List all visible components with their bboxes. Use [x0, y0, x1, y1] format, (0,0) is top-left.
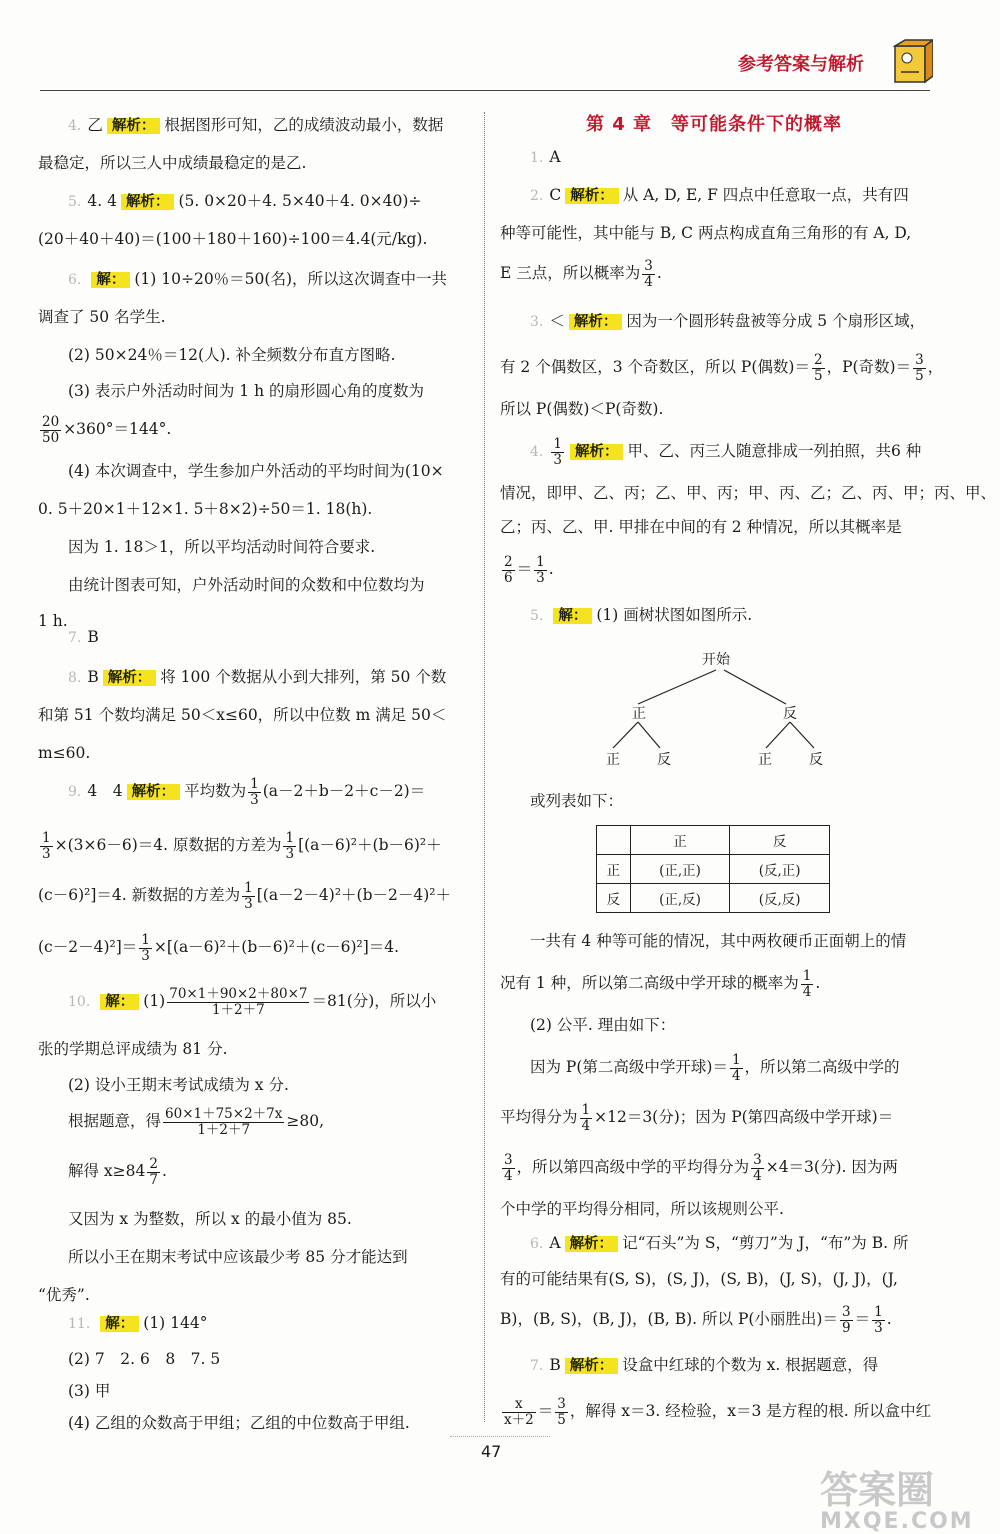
answer-line: (20＋40＋40)＝(100＋180＋160)÷100＝4.4(元/kg). — [38, 230, 428, 248]
answer-line: 1 h. — [38, 612, 68, 630]
fraction: $\frac{1}{3}$ — [285, 829, 295, 862]
answer-line: “优秀”. — [38, 1286, 90, 1304]
header-rule — [40, 90, 930, 91]
answer-line: 又因为 x 为整数，所以 x 的最小值为 85. — [68, 1210, 352, 1228]
answer-line: 情况，即甲、乙、丙；乙、甲、丙；甲、丙、乙；乙、丙、甲；丙、甲、 — [500, 484, 997, 502]
fraction: $\frac{3}{5}$ — [557, 1395, 566, 1428]
answer-line: $\frac{2}{6}$ ＝ $\frac{1}{3}$ . — [504, 553, 554, 586]
answer-line: 6. 解： (1) 10÷20％＝50(名)，所以这次调查中一共 — [68, 270, 447, 288]
answer-line: 4. 乙 解析： 根据图形可知，乙的成绩波动最小，数据 — [68, 116, 444, 134]
header-title: 参考答案与解析 — [738, 54, 864, 75]
answer-line: E 三点，所以概率为 $\frac{3}{4}$ . — [500, 257, 662, 290]
answer-line: 调查了 50 名学生. — [38, 308, 166, 326]
answer-line: 根据题意，得 $\frac{60\times 1+75\times 2+7x}{1+2+7}$ ≥80, — [68, 1105, 325, 1138]
tree-leaf: 正 — [606, 752, 620, 768]
answer-line: (2) 7 2. 6 8 7. 5 — [68, 1350, 221, 1368]
fraction: $\frac{2}{6}$ — [504, 553, 513, 586]
solution-tag: 解： — [100, 1316, 139, 1332]
answer-line: 6. A 解析： 记“石头”为 S，“剪刀”为 J，“布”为 B. 所 — [530, 1234, 909, 1252]
table-cell: (正,正) — [630, 855, 730, 884]
column-divider — [484, 112, 485, 1422]
answer-line: 因为 P(第二高级中学开球)＝ $\frac{1}{4}$ ，所以第二高级中学的 — [530, 1051, 900, 1084]
outcome-table — [596, 825, 830, 913]
fraction: $\frac{1}{4}$ — [581, 1101, 591, 1134]
answer-line: (c－2－4)²]＝ $\frac{1}{3}$ ×[(a－6)²＋(b－6)²＋(c－6)²]＝4. — [38, 931, 400, 964]
fraction: $\frac{70\times 1+90\times 2+80\times 7}{1+2+7}$ — [169, 985, 308, 1018]
answer-line: 解得 x≥84 $\frac{2}{7}$ . — [68, 1155, 167, 1188]
answer-line: 况有 1 种，所以第二高级中学开球的概率为 $\frac{1}{4}$ . — [500, 967, 821, 1000]
fraction: $\frac{1}{4}$ — [802, 967, 812, 1000]
answer-line: 5. 4. 4 解析： (5. 0×20＋4. 5×40＋4. 0×40)÷ — [68, 192, 422, 210]
table-cell: (正,反) — [630, 884, 730, 913]
answer-line: 最稳定，所以三人中成绩最稳定的是乙. — [38, 154, 307, 172]
answer-line: (4) 乙组的众数高于甲组；乙组的中位数高于甲组. — [68, 1414, 410, 1432]
answer-line: 平均得分为 $\frac{1}{4}$ ×12＝3(分)；因为 P(第四高级中学开球)＝ — [500, 1101, 894, 1134]
fraction: $\frac{60\times 1+75\times 2+7x}{1+2+7}$ — [165, 1105, 283, 1138]
answer-line: (c－6)²]＝4. 新数据的方差为 $\frac{1}{3}$ [(a－2－4)²＋(b－2－4)²＋ — [38, 879, 451, 912]
tree-branch — [638, 722, 660, 748]
answer-line: 因为 1. 18＞1，所以平均活动时间符合要求. — [68, 538, 376, 556]
fraction: $\frac{1}{3}$ — [250, 775, 259, 808]
page-number: 47 — [481, 1442, 502, 1461]
watermark: 答案圈 MXQE.COM — [820, 1468, 974, 1534]
answer-line: $\frac{3}{4}$ ，所以第四高级中学的平均得分为 $\frac{3}{4}$ ×4＝3(分). 因为两 — [504, 1151, 898, 1184]
answer-line: 5. 解： (1) 画树状图如图所示. — [530, 606, 753, 624]
answer-line: 11. 解： (1) 144° — [68, 1314, 208, 1332]
analysis-tag: 解析： — [565, 188, 619, 204]
answer-line: 有的可能结果有(S, S)，(S, J)，(S, B)，(J, S)，(J, J)，(J, — [500, 1270, 898, 1288]
answer-line: 4. $\frac{1}{3}$ 解析： 甲、乙、丙三人随意排成一列拍照，共6 种 — [530, 435, 922, 468]
solution-tag: 解： — [553, 608, 592, 624]
answer-line: B)，(B, S)，(B, J)，(B, B). 所以 P(小丽胜出)＝ $\frac{3}{9}$ ＝ $\frac{1}{3}$ . — [500, 1303, 892, 1336]
analysis-tag: 解析： — [565, 1236, 619, 1252]
answer-line: 8. B 解析： 将 100 个数据从小到大排列，第 50 个数 — [68, 668, 447, 686]
analysis-tag: 解析： — [121, 194, 175, 210]
answer-line: $\frac{x}{x+2}$ ＝ $\frac{3}{5}$ ，解得 x＝3. 经检验，x＝3 是方程的根. 所以盒中红 — [504, 1395, 932, 1428]
analysis-tag: 解析： — [569, 314, 623, 330]
fraction: $\frac{3}{4}$ — [504, 1151, 513, 1184]
fraction: $\frac{1}{3}$ — [141, 931, 150, 964]
answer-line: (2) 公平. 理由如下： — [530, 1016, 676, 1034]
answer-line: 10. 解： (1) $\frac{70\times 1+90\times 2+80\times 7}{1+2+7}$ ＝81(分)，所以小 — [68, 985, 437, 1018]
fraction: $\frac{3}{9}$ — [841, 1303, 851, 1336]
chapter-title: 第 4 章 等可能条件下的概率 — [586, 114, 843, 135]
answer-line: 3. ＜ 解析： 因为一个圆形转盘被等分成 5 个扇形区域， — [530, 312, 926, 330]
answer-line: $\frac{20}{50}$ ×360°＝144°. — [42, 413, 172, 446]
fraction: $\frac{3}{5}$ — [915, 351, 924, 384]
fraction: $\frac{1}{3}$ — [553, 435, 562, 468]
table-cell: 反 — [730, 826, 830, 855]
analysis-tag: 解析： — [127, 784, 181, 800]
answer-line: 0. 5＋20×1＋12×1. 5＋8×2)÷50＝1. 18(h). — [38, 500, 373, 518]
answer-line: 1. A — [530, 148, 561, 166]
answer-line: 张的学期总评成绩为 81 分. — [38, 1040, 228, 1058]
answer-line: 7. B 解析： 设盒中红球的个数为 x. 根据题意，得 — [530, 1356, 879, 1374]
tree-diagram — [600, 648, 840, 770]
tree-root: 开始 — [702, 652, 730, 668]
tree-leaf: 反 — [657, 752, 671, 768]
fraction: $\frac{2}{7}$ — [149, 1155, 158, 1188]
fraction: $\frac{1}{4}$ — [731, 1051, 741, 1084]
fraction: $\frac{1}{3}$ — [244, 879, 253, 912]
tree-branch — [766, 722, 790, 748]
fraction: $\frac{20}{50}$ — [42, 413, 60, 446]
answer-line: (2) 设小王期末考试成绩为 x 分. — [68, 1076, 289, 1094]
answer-line: $\frac{1}{3}$ ×(3×6－6)＝4. 原数据的方差为 $\frac{1}{3}$ [(a－6)²＋(b－6)²＋ — [42, 829, 442, 862]
answer-line: (3) 甲 — [68, 1382, 111, 1400]
table-cell — [597, 826, 631, 855]
answer-line: 一共有 4 种等可能的情况，其中两枚硬币正面朝上的情 — [530, 932, 907, 950]
answer-line: 所以小王在期末考试中应该最少考 85 分才能达到 — [68, 1248, 408, 1266]
table-row — [597, 884, 830, 913]
answer-line: m≤60. — [38, 744, 91, 762]
analysis-tag: 解析： — [570, 444, 624, 460]
analysis-tag: 解析： — [107, 118, 161, 134]
solution-tag: 解： — [100, 994, 139, 1010]
answer-line: 种等可能性，其中能与 B, C 两点构成直角三角形的有 A, D, — [500, 224, 912, 242]
table-cell: (反,正) — [730, 855, 830, 884]
fraction: $\frac{1}{3}$ — [536, 553, 545, 586]
fraction: $\frac{3}{4}$ — [644, 257, 653, 290]
footer-ornament — [450, 1436, 550, 1437]
table-cell: 反 — [597, 884, 631, 913]
fraction: $\frac{1}{3}$ — [42, 829, 51, 862]
solution-tag: 解： — [91, 272, 130, 288]
tree-leaf: 反 — [809, 752, 823, 768]
tree-branch — [613, 722, 638, 748]
fraction: $\frac{2}{5}$ — [813, 351, 823, 384]
fraction: $\frac{3}{4}$ — [753, 1151, 762, 1184]
tree-node: 反 — [783, 706, 797, 722]
answer-line: 乙；丙、乙、甲. 甲排在中间的有 2 种情况，所以其概率是 — [500, 518, 902, 536]
table-cell: 正 — [597, 855, 631, 884]
answer-line: (2) 50×24％＝12(人). 补全频数分布直方图略. — [68, 346, 396, 364]
fraction: $\frac{1}{3}$ — [874, 1303, 883, 1336]
tree-leaf: 正 — [758, 752, 772, 768]
fraction: $\frac{x}{x+2}$ — [504, 1395, 534, 1428]
answer-line: (4) 本次调查中，学生参加户外活动的平均时间为(10× — [68, 462, 444, 480]
answer-line: 个中学的平均得分相同，所以该规则公平. — [500, 1200, 784, 1218]
table-header-row — [597, 826, 830, 855]
tree-branch — [638, 670, 716, 704]
answer-line: 7. B — [68, 628, 99, 646]
tree-branch — [724, 670, 786, 704]
table-row — [597, 855, 830, 884]
answer-line: 或列表如下： — [530, 792, 624, 810]
table-cell: 正 — [630, 826, 730, 855]
answer-line: 2. C 解析： 从 A, D, E, F 四点中任意取一点，共有四 — [530, 186, 909, 204]
answer-line: 有 2 个偶数区，3 个奇数区，所以 P(偶数)＝ $\frac{2}{5}$ ，P(奇数)＝ $\frac{3}{5}$ ， — [500, 351, 944, 384]
tree-branch — [790, 722, 814, 748]
book-logo-icon — [893, 38, 933, 88]
analysis-tag: 解析： — [565, 1358, 619, 1374]
answer-line: 9. 4 4 解析： 平均数为 $\frac{1}{3}$ (a－2＋b－2＋c－2)＝ — [68, 775, 426, 808]
answer-line: 所以 P(偶数)＜P(奇数). — [500, 400, 664, 418]
answer-line: 由统计图表可知，户外活动时间的众数和中位数均为 — [68, 576, 425, 594]
answer-line: 和第 51 个数均满足 50＜x≤60，所以中位数 m 满足 50＜ — [38, 706, 447, 724]
answer-line: (3) 表示户外活动时间为 1 h 的扇形圆心角的度数为 — [68, 382, 425, 400]
analysis-tag: 解析： — [103, 670, 157, 686]
table-cell: (反,反) — [730, 884, 830, 913]
tree-node: 正 — [632, 706, 646, 722]
